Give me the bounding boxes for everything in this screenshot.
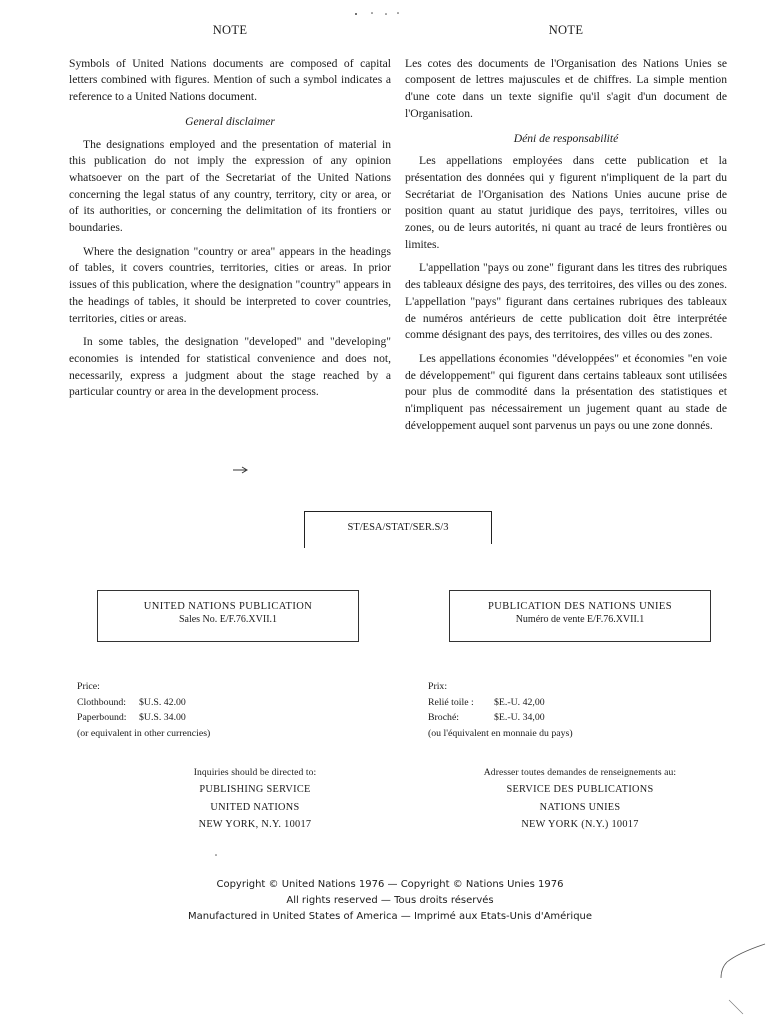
inquiries-line: NEW YORK (N.Y.) 10017	[521, 819, 639, 831]
price-label: Price:	[77, 681, 100, 692]
english-paragraph: The designations employed and the presentation of material in this publication do not imply the expression of any opinion whatsoever on the part of the Secretariat of the United Nations concerning the legal status of any country, territory, city or area, or of its authorities, or concerning the delimitation of its frontiers or boundaries.	[69, 137, 391, 235]
inquiries-block-en	[140, 764, 370, 834]
inquiries-head: Inquiries should be directed to:	[193, 767, 317, 778]
cloth-value: $E.-U. 42,00	[494, 696, 545, 708]
document-symbol: ST/ESA/STAT/SER.S/3	[347, 522, 449, 533]
copyright-line: Copyright © United Nations 1976 — Copyright © Nations Unies 1976	[216, 879, 564, 890]
publication-box-en	[97, 590, 359, 642]
paper-label: Broché:	[428, 712, 460, 723]
scan-speck	[214, 853, 218, 857]
document-symbol-box	[304, 511, 492, 544]
cloth-label: Clothbound:	[77, 696, 126, 708]
inquiries-line: SERVICE DES PUBLICATIONS	[506, 784, 654, 796]
cloth-value: $U.S. 42.00	[139, 696, 186, 708]
price-row-paper	[428, 710, 573, 726]
english-disclaimer-title: General disclaimer	[185, 114, 275, 128]
sales-number-fr: Numéro de vente E/F.76.XVII.1	[515, 614, 645, 625]
publication-title-fr: PUBLICATION DES NATIONS UNIES	[488, 601, 672, 612]
sales-number-en: Sales No. E/F.76.XVII.1	[178, 614, 278, 625]
manufacture-line: Manufactured in United States of America — Imprimé aux Etats-Unis d'Amérique	[187, 911, 593, 922]
english-paragraph: Where the designation "country or area" appears in the headings of tables, it covers countries, territories, cities or areas. In prior issues of this publication, where the designation "country" appears in the headings of tables, it should be interpreted to cover countries, territories, cities or areas.	[69, 244, 391, 325]
publication-box-fr	[449, 590, 711, 642]
inquiries-line: NEW YORK, N.Y. 10017	[198, 819, 312, 831]
inquiries-line: UNITED NATIONS	[210, 801, 300, 813]
price-block-en	[77, 679, 210, 741]
paper-label: Paperbound:	[77, 712, 127, 723]
inquiries-block-fr	[440, 764, 720, 834]
english-intro: Symbols of United Nations documents are composed of capital letters combined with figures. Mention of such a symbol indicates a reference to a United Nations document.	[69, 56, 391, 104]
publication-title-en: UNITED NATIONS PUBLICATION	[143, 601, 313, 612]
price-row-cloth	[428, 695, 573, 711]
french-disclaimer-title: Déni de responsabilité	[513, 131, 619, 145]
inquiries-line: NATIONS UNIES	[539, 801, 621, 813]
paper-value: $E.-U. 34,00	[494, 712, 545, 723]
price-note: (or equivalent in other currencies)	[77, 727, 211, 739]
price-row-cloth	[77, 695, 210, 711]
inquiries-head: Adresser toutes demandes de renseignements au:	[483, 767, 677, 778]
price-note: (ou l'équivalent en monnaie du pays)	[428, 727, 573, 739]
stray-arrow-mark	[232, 465, 250, 475]
paper-value: $U.S. 34.00	[139, 712, 186, 723]
french-heading: NOTE	[548, 23, 584, 37]
english-paragraph: In some tables, the designation "developed" and "developing" economies is intended for statistical convenience and does not, necessarily, express a judgment about the stage reached by a particular country or area in the development process.	[69, 335, 391, 399]
rights-line: All rights reserved — Tous droits réservés	[286, 895, 494, 906]
inquiries-line: PUBLISHING SERVICE	[199, 784, 311, 796]
french-paragraph: L'appellation "pays ou zone" figurant dans les titres des rubriques des tableaux désigne des pays, des territoires, des villes ou des zones. L'appellation "pays" figurant dans certaines rubriques des tableaux de numéros antérieurs de cette publication doit être interprétée comme désignant des pays, des territoires, des villes ou des zones.	[405, 261, 727, 342]
french-intro: Les cotes des documents de l'Organisation des Nations Unies se composent de lettres majuscules et de chiffres. La simple mention d'une cote dans un texte signifie qu'il s'agit d'un document de l'Organisation.	[405, 56, 727, 120]
french-paragraph: Les appellations employées dans cette publication et la présentation des données qui y figurent n'impliquent de la part du Secrétariat de l'Organisation des Nations Unies aucune prise de position quant au statut juridique des pays, territoires, villes ou zones, ou de leurs autorités, ni quant au tracé de leurs frontières ou limites.	[405, 154, 727, 251]
box-corner-tick	[304, 536, 305, 548]
copyright-block	[120, 877, 660, 925]
cloth-label: Relié toile :	[428, 696, 474, 708]
french-column	[405, 22, 727, 441]
price-block-fr	[428, 679, 573, 741]
english-heading: NOTE	[212, 23, 248, 37]
scan-speck-marks	[352, 10, 402, 18]
price-row-paper	[77, 710, 210, 726]
english-column	[69, 22, 391, 408]
corner-pen-stroke	[715, 938, 775, 1018]
french-paragraph: Les appellations économies "développées" et économies "en voie de développement" qui figurent dans certains tableaux sont utilisées pour plus de commodité dans la présentation des statistiques et n'impliquent pas nécessairement un jugement quant au stade de développement auquel sont parvenus un pays ou une zone donnés.	[405, 351, 727, 432]
price-label: Prix:	[428, 681, 448, 692]
